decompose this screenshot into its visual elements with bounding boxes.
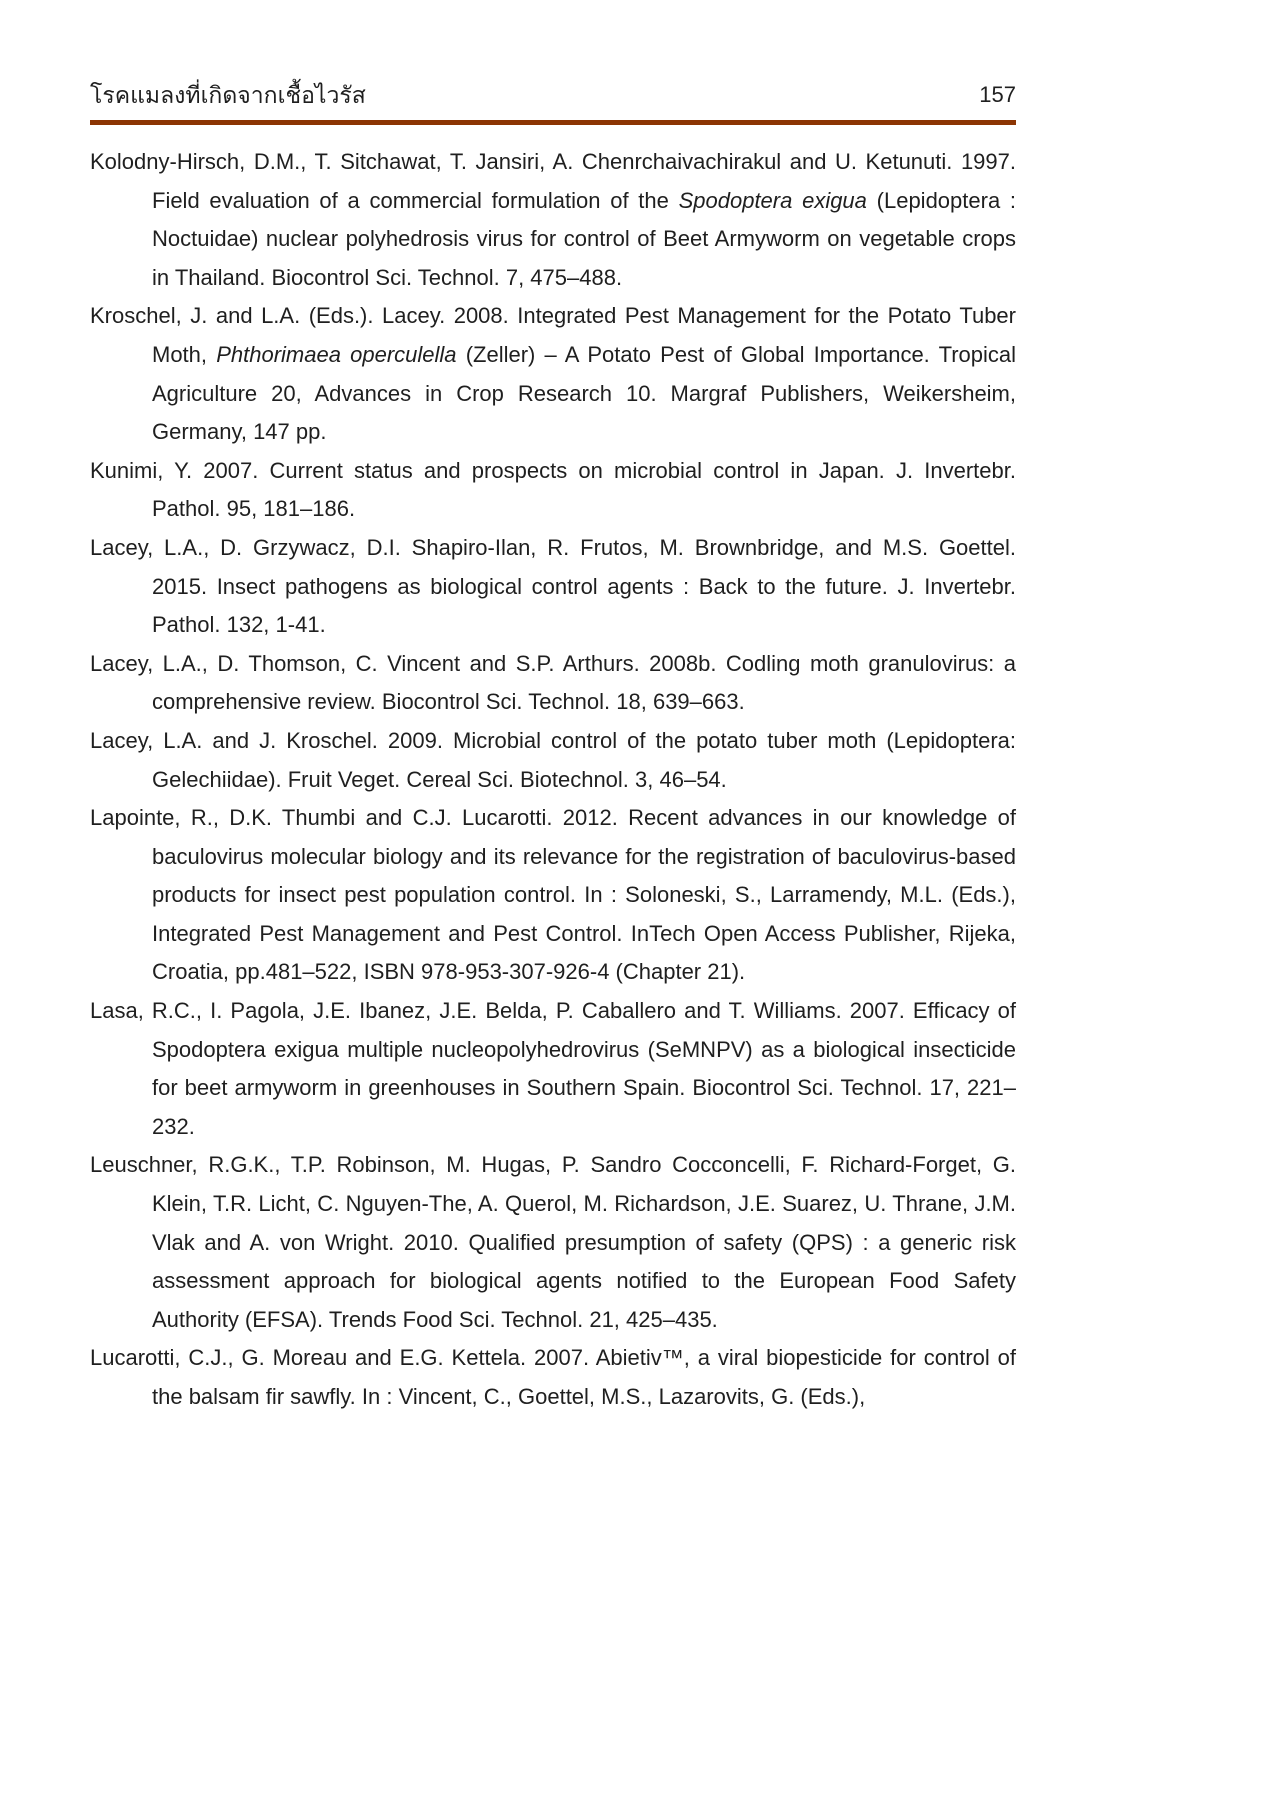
reference-entry: [90, 297, 1016, 451]
reference-text: (Lepidoptera : Noctuidae) nuclear polyhedrosis virus for control of Beet Armyworm on vegetable crops in Thailand. Biocontrol Sci. Technol. 7, 475–488.: [152, 187, 1017, 290]
header-title-thai: โรคแมลงที่เกิดจากเชื้อไวรัส: [90, 82, 366, 108]
reference-entry: [90, 1339, 1016, 1416]
reference-entry: [90, 645, 1016, 722]
reference-species-name-italic: Spodoptera exigua: [678, 187, 867, 213]
page-header: [90, 80, 1016, 110]
reference-text: Kunimi, Y. 2007. Current status and prospects on microbial control in Japan. J. Invertebr. Pathol. 95, 181–186.: [90, 457, 1016, 522]
reference-text: Lasa, R.C., I. Pagola, J.E. Ibanez, J.E. Belda, P. Caballero and T. Williams. 2007. Efficacy of Spodoptera exigua multiple nucleopolyhedrovirus (SeMNPV) as a biological insecticide for beet armyworm in greenhouses in Southern Spain. Biocontrol Sci. Technol. 17, 221–232.: [90, 998, 1016, 1139]
page-number: 157: [979, 82, 1016, 107]
reference-text: Lacey, L.A. and J. Kroschel. 2009. Microbial control of the potato tuber moth (Lepidoptera: Gelechiidae). Fruit Veget. Cereal Sci. Biotechnol. 3, 46–54.: [90, 727, 1016, 792]
reference-text: Kolodny-Hirsch, D.M., T. Sitchawat, T. Jansiri, A. Chenrchaivachirakul and U. Ketunuti. 1997. Field evaluation of a commercial formulation of the: [90, 149, 1016, 213]
reference-entry: [90, 1146, 1016, 1339]
reference-entry: [90, 799, 1016, 992]
reference-text: (Zeller) – A Potato Pest of Global Importance. Tropical Agriculture 20, Advances in Crop Research 10. Margraf Publishers, Weikersheim, Germany, 147 pp.: [152, 341, 1017, 445]
reference-species-name-italic: Phthorimaea operculella: [216, 341, 457, 367]
reference-text: Lacey, L.A., D. Thomson, C. Vincent and S.P. Arthurs. 2008b. Codling moth granulovirus: a comprehensive review. Biocontrol Sci. Technol. 18, 639–663.: [90, 650, 1016, 715]
reference-entry: [90, 722, 1016, 799]
reference-text: Lacey, L.A., D. Grzywacz, D.I. Shapiro-Ilan, R. Frutos, M. Brownbridge, and M.S. Goettel. 2015. Insect pathogens as biological control agents : Back to the future. J. Invertebr. Pathol. 132, 1-41.: [90, 534, 1016, 638]
reference-entry: [90, 452, 1016, 529]
reference-text: Leuschner, R.G.K., T.P. Robinson, M. Hugas, P. Sandro Cocconcelli, F. Richard-Forget, G. Klein, T.R. Licht, C. Nguyen-The, A. Querol, M. Richardson, J.E. Suarez, U. Thrane, J.M. Vlak and A. von Wright. 2010. Qualified presumption of safety (QPS) : a generic risk assessment approach for biological agents notified to the European Food Safety Authority (EFSA). Trends Food Sci. Technol. 21, 425–435.: [90, 1152, 1016, 1332]
header-rule: [90, 120, 1016, 125]
reference-entry: [90, 529, 1016, 645]
reference-text: Lapointe, R., D.K. Thumbi and C.J. Lucarotti. 2012. Recent advances in our knowledge of baculovirus molecular biology and its relevance for the registration of baculovirus-based products for insect pest population control. In : Soloneski, S., Larramendy, M.L. (Eds.), Integrated Pest Management and Pest Control. InTech Open Access Publisher, Rijeka, Croatia, pp.481–522, ISBN 978-953-307-926-4 (Chapter 21).: [90, 805, 1016, 985]
reference-text: Kroschel, J. and L.A. (Eds.). Lacey. 2008. Integrated Pest Management for the Potato Tuber Moth,: [90, 303, 1016, 367]
reference-entry: [90, 143, 1016, 297]
references-list: [90, 143, 1016, 1417]
reference-entry: [90, 992, 1016, 1146]
reference-text: Lucarotti, C.J., G. Moreau and E.G. Kettela. 2007. Abietiv™, a viral biopesticide for control of the balsam fir sawfly. In : Vincent, C., Goettel, M.S., Lazarovits, G. (Eds.),: [90, 1345, 1016, 1409]
